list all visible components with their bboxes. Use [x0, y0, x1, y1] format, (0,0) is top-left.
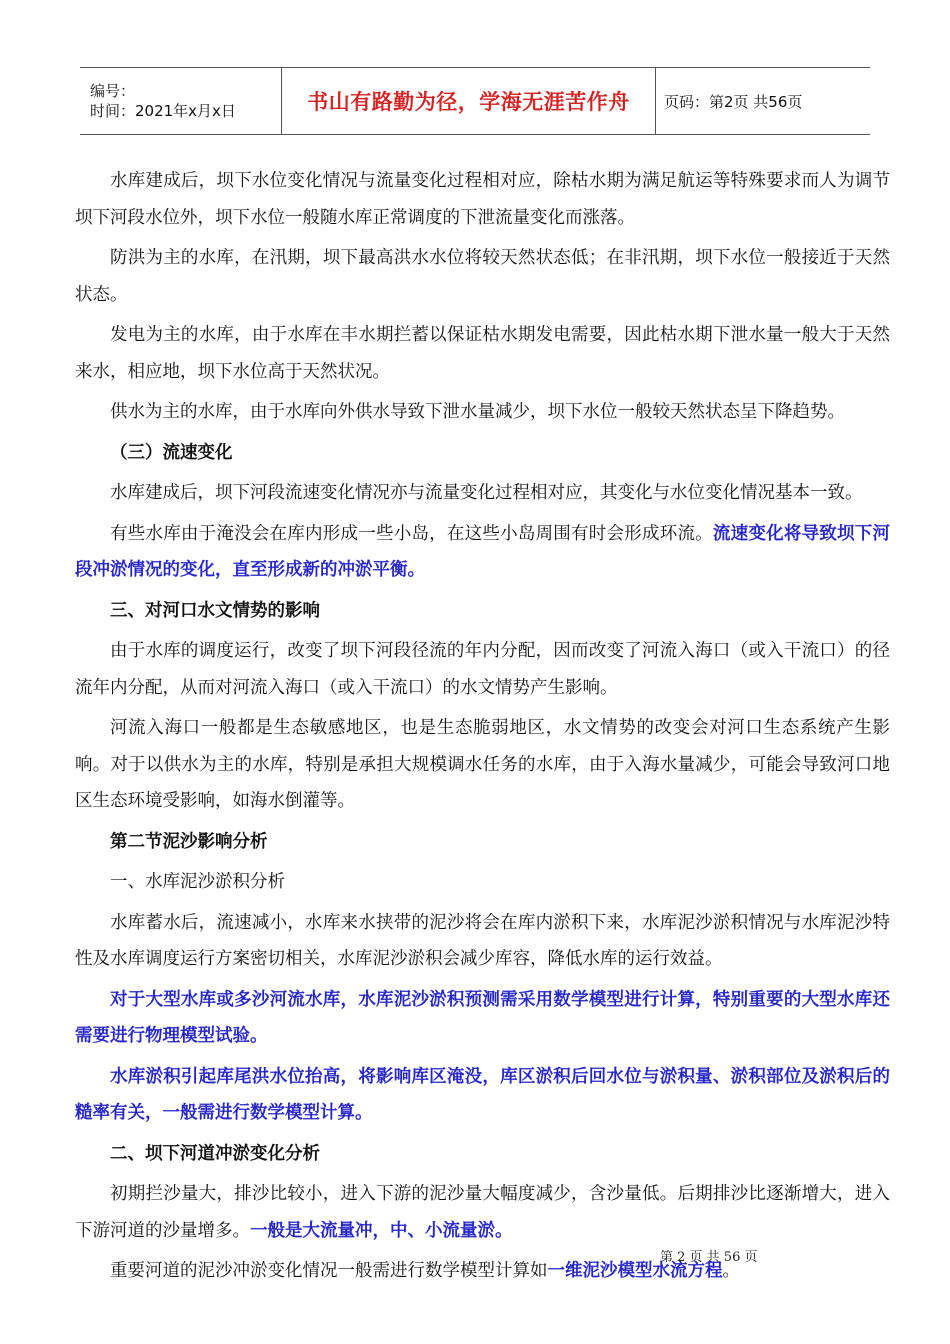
highlighted-text: 一维泥沙模型水流方程 — [547, 1261, 723, 1281]
highlighted-text: 对于大型水库或多沙河流水库，水库泥沙淤积预测需采用数学模型进行计算，特别重要的大型水库还需要进行物理模型试验。 — [75, 989, 890, 1046]
paragraph-tail: 。 — [722, 1261, 740, 1281]
paragraph — [75, 1176, 890, 1249]
paragraph — [75, 163, 890, 236]
document-body — [75, 163, 890, 1294]
paragraph — [75, 1059, 890, 1132]
header-page-cell — [656, 68, 870, 134]
paragraph — [75, 240, 890, 313]
paragraph — [75, 633, 890, 706]
paragraph-text: 水库蓄水后，流速减小，水库来水挟带的泥沙将会在库内淤积下来，水库泥沙淤积情况与水库泥沙特性及水库调度运行方案密切相关，水库泥沙淤积会减少库容，降低水库的运行效益。 — [75, 912, 890, 969]
paragraph-text: 一、水库泥沙淤积分析 — [110, 872, 285, 892]
paragraph — [75, 317, 890, 390]
paragraph — [75, 905, 890, 978]
paragraph — [75, 864, 890, 901]
paragraph-text: 河流入海口一般都是生态敏感地区，也是生态脆弱地区，水文情势的改变会对河口生态系统产生影响。对于以供水为主的水库，特别是承担大规模调水任务的水库，由于入海水量减少，可能会导致河口地区生态环境受影响，如海水倒灌等。 — [75, 718, 890, 811]
header-meta — [80, 68, 282, 134]
section-heading: 二、坝下河道冲淤变化分析 — [110, 1143, 320, 1164]
page-header — [80, 67, 870, 135]
paragraph-text: 重要河道的泥沙冲淤变化情况一般需进行数学模型计算如 — [110, 1261, 548, 1281]
number-label: 编号： — [90, 82, 136, 100]
date-label: 时间：2021年x月x日 — [90, 102, 236, 120]
section-heading: 第二节泥沙影响分析 — [110, 831, 268, 852]
section-heading: 三、对河口水文情势的影响 — [110, 600, 320, 621]
header-motto-cell — [282, 68, 656, 134]
paragraph-text: 由于水库的调度运行，改变了坝下河段径流的年内分配，因而改变了河流入海口（或入干流口）的径流年内分配，从而对河流入海口（或入干流口）的水文情势产生影响。 — [75, 641, 890, 698]
page-footer: 第 2 页 共 56 页 — [660, 1250, 758, 1265]
page-label: 页码：第2页 共56页 — [664, 92, 803, 111]
paragraph-text: 供水为主的水库，由于水库向外供水导致下泄水量减少，坝下水位一般较天然状态呈下降趋势。 — [110, 402, 845, 422]
highlighted-text: 一般是大流量冲，中、小流量淤。 — [250, 1220, 513, 1241]
paragraph-text: 水库建成后，坝下水位变化情况与流量变化过程相对应，除枯水期为满足航运等特殊要求而人为调节坝下河段水位外，坝下水位一般随水库正常调度的下泄流量变化而涨落。 — [75, 171, 890, 228]
highlighted-text: 流速变化将导致坝下河段冲淤情况的变化，直至形成新的冲淤平衡。 — [75, 523, 890, 580]
paragraph — [75, 394, 890, 431]
highlighted-text: 水库淤积引起库尾洪水位抬高，将影响库区淹没，库区淤积后回水位与淤积量、淤积部位及淤积后的糙率有关，一般需进行数学模型计算。 — [75, 1066, 890, 1123]
motto: 书山有路勤为径，学海无涯苦作舟 — [307, 90, 630, 114]
paragraph-text: 初期拦沙量大，排沙比较小，进入下游的泥沙量大幅度减少，含沙量低。后期排沙比逐渐增大，进入下游河道的沙量增多。 — [75, 1184, 890, 1241]
paragraph — [75, 516, 890, 589]
paragraph — [75, 982, 890, 1055]
section-heading: （三）流速变化 — [110, 442, 233, 463]
paragraph — [75, 475, 890, 512]
paragraph-text: 有些水库由于淹没会在库内形成一些小岛，在这些小岛周围有时会形成环流。 — [110, 523, 713, 544]
paragraph-text: 防洪为主的水库，在汛期，坝下最高洪水水位将较天然状态低；在非汛期，坝下水位一般接近于天然状态。 — [75, 248, 890, 305]
paragraph — [75, 710, 890, 820]
paragraph-text: 水库建成后，坝下河段流速变化情况亦与流量变化过程相对应，其变化与水位变化情况基本一致。 — [110, 483, 863, 503]
paragraph — [75, 1253, 890, 1290]
paragraph-text: 发电为主的水库，由于水库在丰水期拦蓄以保证枯水期发电需要，因此枯水期下泄水量一般大于天然来水，相应地，坝下水位高于天然状况。 — [75, 325, 890, 382]
